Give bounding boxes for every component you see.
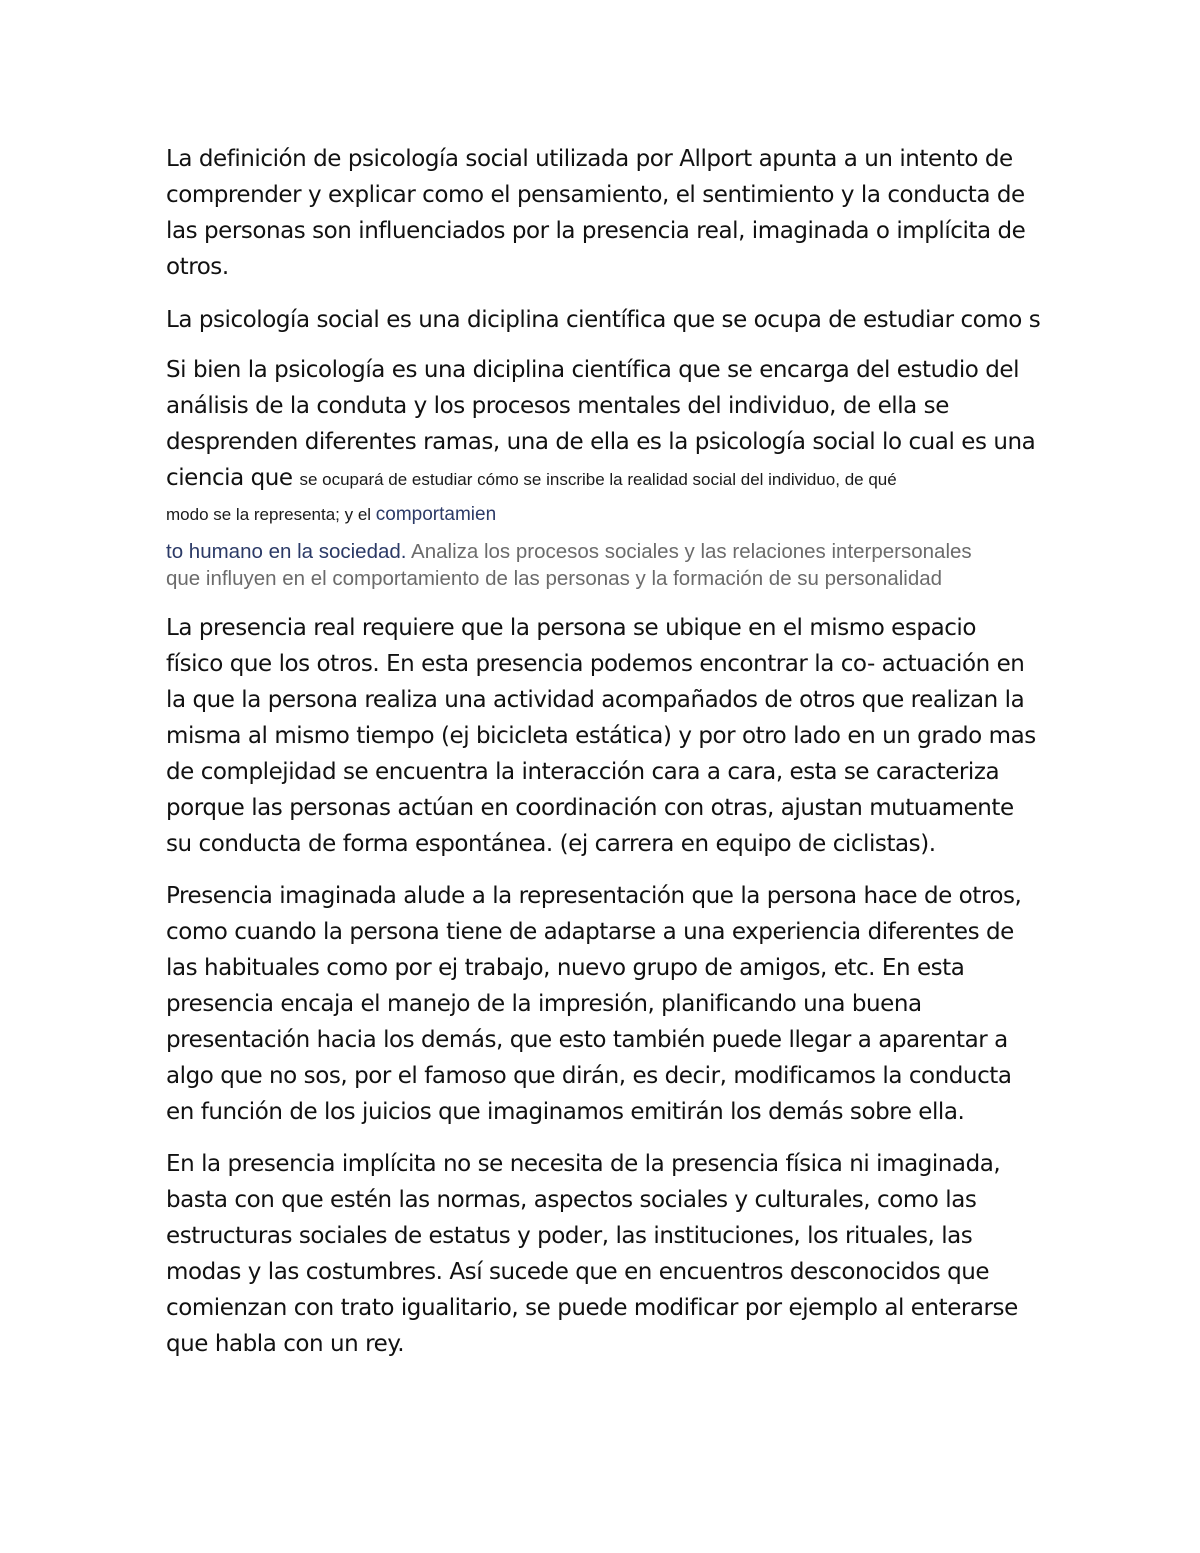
paragraph-real-presence — [166, 610, 1046, 862]
paragraph-line: estructuras sociales de estatus y poder, las instituciones, los rituales, las — [166, 1223, 973, 1249]
paragraph-line: La presencia real requiere que la persona se ubique en el mismo espacio — [166, 615, 976, 641]
paragraph-line: en función de los juicios que imaginamos emitirán los demás sobre ella. — [166, 1099, 965, 1125]
paragraph-line: La definición de psicología social utilizada por Allport apunta a un intento de — [166, 146, 1013, 172]
paragraph-text: ciencia que — [166, 465, 300, 491]
paragraph-line: basta con que estén las normas, aspectos sociales y culturales, como las — [166, 1187, 977, 1213]
paragraph-line: como cuando la persona tiene de adaptarse a una experiencia diferentes de — [166, 919, 1014, 945]
paragraph-line: La psicología social es una diciplina científica que se ocupa de estudiar como s — [166, 307, 1041, 333]
pasted-text-small: modo se la representa; y el — [166, 505, 376, 524]
paragraph-line: la que la persona realiza una actividad acompañados de otros que realizan la — [166, 687, 1025, 713]
paragraph-line: las personas son influenciados por la presencia real, imaginada o implícita de — [166, 218, 1026, 244]
paragraph-line: En la presencia implícita no se necesita de la presencia física ni imaginada, — [166, 1151, 1001, 1177]
paragraph-line: las habituales como por ej trabajo, nuevo grupo de amigos, etc. En esta — [166, 955, 965, 981]
paragraph-psychology-branches — [166, 352, 1046, 530]
paragraph-line: desprenden diferentes ramas, una de ella es la psicología social lo cual es una — [166, 429, 1036, 455]
paragraph-line: Si bien la psicología es una diciplina científica que se encarga del estudio del — [166, 357, 1020, 383]
paragraph-line: de complejidad se encuentra la interacción cara a cara, esta se caracteriza — [166, 759, 1000, 785]
paragraph-pasted-definition — [166, 538, 1066, 592]
paragraph-line: otros. — [166, 254, 229, 280]
paragraph-line-mixed — [166, 460, 1046, 498]
paragraph-line: comienzan con trato igualitario, se puede modificar por ejemplo al enterarse — [166, 1295, 1018, 1321]
paragraph-social-psychology — [166, 302, 1046, 338]
paragraph-line: presencia encaja el manejo de la impresión, planificando una buena — [166, 991, 922, 1017]
paragraph-line: presentación hacia los demás, que esto también puede llegar a aparentar a — [166, 1027, 1008, 1053]
pasted-text-grey: que influyen en el comportamiento de las personas y la formación de su personalidad — [166, 567, 943, 590]
paragraph-allport-definition — [166, 141, 1046, 285]
paragraph-line: físico que los otros. En esta presencia podemos encontrar la co- actuación en — [166, 651, 1025, 677]
paragraph-line: su conducta de forma espontánea. (ej carrera en equipo de ciclistas). — [166, 831, 936, 857]
paragraph-line-mixed — [166, 538, 1066, 565]
paragraph-line: comprender y explicar como el pensamiento, el sentimiento y la conducta de — [166, 182, 1025, 208]
paragraph-line: modas y las costumbres. Así sucede que en encuentros desconocidos que — [166, 1259, 990, 1285]
paragraph-line: que habla con un rey. — [166, 1331, 405, 1357]
paragraph-imagined-presence — [166, 878, 1046, 1130]
pasted-text-blue: comportamien — [375, 504, 497, 525]
paragraph-line-mixed — [166, 498, 1046, 530]
pasted-text-blue: to humano en la sociedad. — [166, 540, 407, 563]
paragraph-line: Presencia imaginada alude a la representación que la persona hace de otros, — [166, 883, 1022, 909]
pasted-text-small: se ocupará de estudiar cómo se inscribe la realidad social del individuo, de qué — [299, 470, 897, 489]
paragraph-line: análisis de la conduta y los procesos mentales del individuo, de ella se — [166, 393, 949, 419]
paragraph-line: misma al mismo tiempo (ej bicicleta estática) y por otro lado en un grado mas — [166, 723, 1036, 749]
paragraph-line: porque las personas actúan en coordinación con otras, ajustan mutuamente — [166, 795, 1014, 821]
paragraph-implicit-presence — [166, 1146, 1046, 1362]
paragraph-line: algo que no sos, por el famoso que dirán, es decir, modificamos la conducta — [166, 1063, 1012, 1089]
pasted-text-grey: Analiza los procesos sociales y las relaciones interpersonales — [406, 540, 972, 563]
